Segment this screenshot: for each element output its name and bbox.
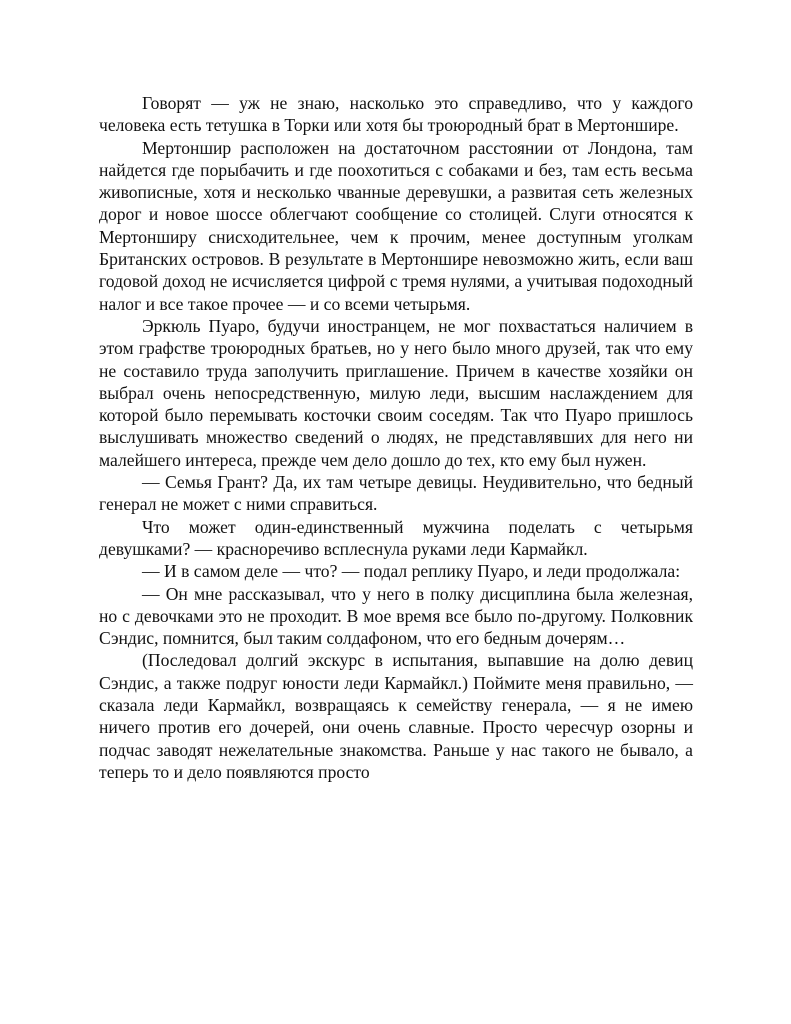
paragraph-2: Мертоншир расположен на достаточном расстоянии от Лондона, там найдется где порыбачить и где поохотиться с собаками и без, там есть весьма живописные, хотя и несколько чванные деревушки, а развитая сеть железных дорог и новое шоссе облегчают сообщение со столицей. Слуги относятся к Мертонширу снисходительнее, чем к прочим, менее доступным уголкам Британских островов. В результате в Мертоншире невозможно жить, если ваш годовой доход не исчисляется цифрой с тремя нулями, а учитывая подоходный налог и все такое прочее — и со всеми четырьмя. bbox=[99, 137, 693, 314]
paragraph-7: — Он мне рассказывал, что у него в полку дисциплина была железная, но с девочками это не проходит. В мое время все было по-другому. Полковник Сэндис, помнится, был таким солдафоном, что его бедным дочерям… bbox=[99, 583, 693, 649]
paragraph-8: (Последовал долгий экскурс в испытания, выпавшие на долю девиц Сэндис, а также подруг юности леди Кармайкл.) Поймите меня правильно, — сказала леди Кармайкл, возвращаясь к семейству генерала, — я не имею ничего против его дочерей, они очень славные. Просто чересчур озорны и подчас заводят нежелательные знакомства. Раньше у нас такого не бывало, а теперь то и дело появляются просто bbox=[99, 650, 693, 782]
paragraph-6: — И в самом деле — что? — подал реплику Пуаро, и леди продолжала: bbox=[142, 561, 681, 582]
paragraph-4: — Семья Грант? Да, их там четыре девицы. Неудивительно, что бедный генерал не может с ними справиться. bbox=[99, 472, 693, 515]
paragraph-1: Говорят — уж не знаю, насколько это справедливо, что у каждого человека есть тетушка в Торки или хотя бы троюродный брат в Мертоншире. bbox=[99, 93, 693, 136]
text-column bbox=[99, 92, 693, 783]
paragraph-5: Что может один-единственный мужчина поделать с четырьмя девушками? — красноречиво всплеснула руками леди Кармайкл. bbox=[99, 516, 693, 559]
paragraph-3: Эркюль Пуаро, будучи иностранцем, не мог похвастаться наличием в этом графстве троюродных братьев, но у него было много друзей, так что ему не составило труда заполучить приглашение. Причем в качестве хозяйки он выбрал очень непосредственную, милую леди, высшим наслаждением для которой было перемывать косточки своим соседям. Так что Пуаро пришлось выслушивать множество сведений о людях, не представлявших для него ни малейшего интереса, прежде чем дело дошло до тех, кто ему был нужен. bbox=[99, 315, 693, 470]
